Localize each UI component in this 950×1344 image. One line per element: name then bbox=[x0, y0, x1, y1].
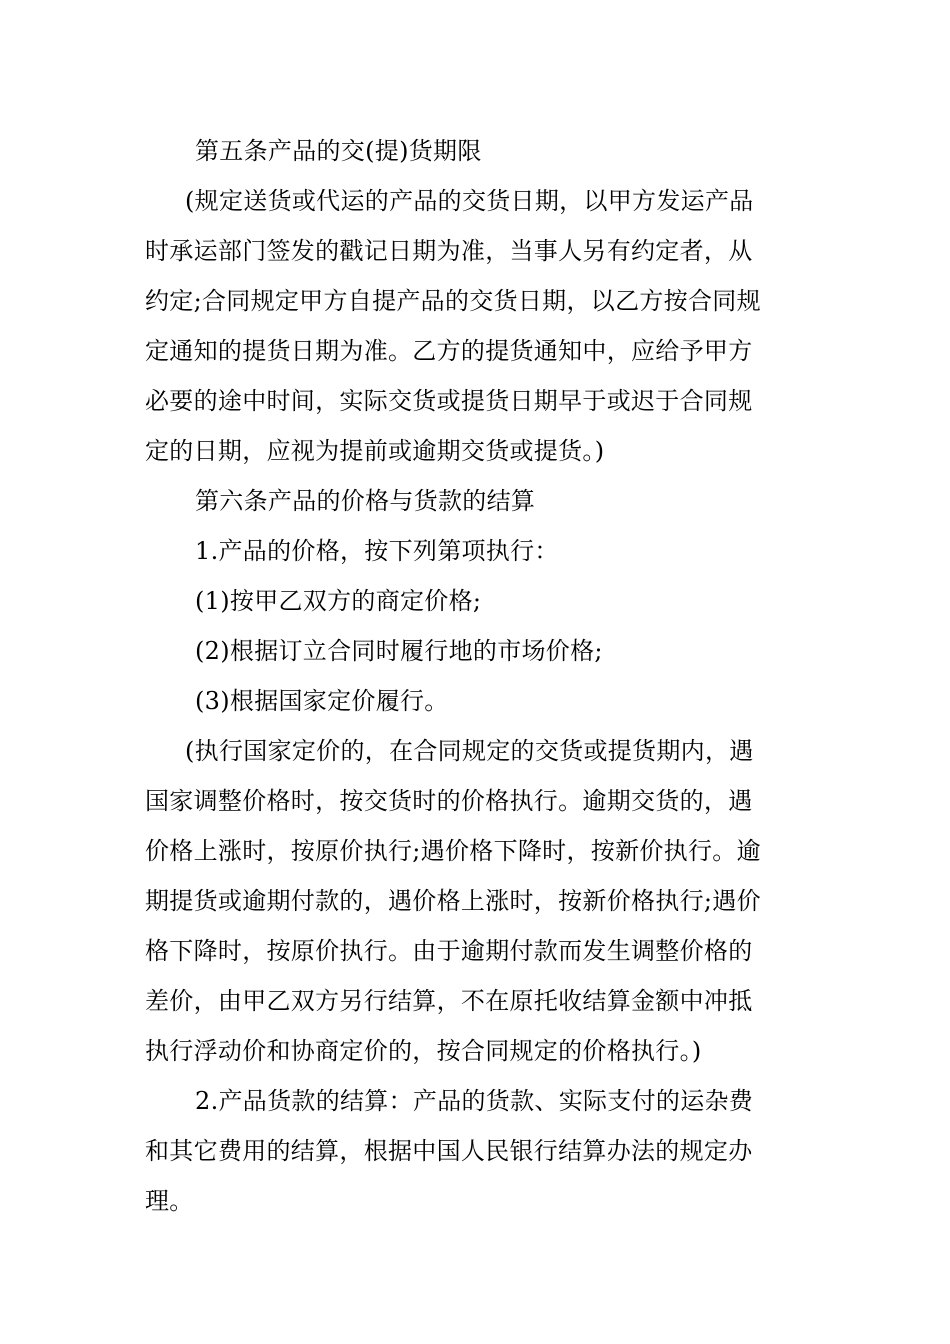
text-line: 1.产品的价格，按下列第项执行： bbox=[195, 537, 559, 565]
text-line: 必要的途中时间，实际交货或提货日期早于或迟于合同规 bbox=[145, 387, 753, 415]
text-line: 国家调整价格时，按交货时的价格执行。逾期交货的，遇 bbox=[145, 787, 753, 815]
text-line: 和其它费用的结算，根据中国人民银行结算办法的规定办 bbox=[145, 1137, 753, 1165]
article-6-price-note bbox=[145, 726, 810, 1076]
text-line: 差价，由甲乙双方另行结算，不在原托收结算金额中冲抵 bbox=[145, 987, 753, 1015]
text-line: 理。 bbox=[145, 1187, 194, 1215]
text-line: 第六条产品的价格与货款的结算 bbox=[195, 487, 536, 515]
text-line: 期提货或逾期付款的，遇价格上涨时，按新价格执行;遇价 bbox=[145, 887, 761, 915]
text-line: 定通知的提货日期为准。乙方的提货通知中，应给予甲方 bbox=[145, 337, 753, 365]
text-line: (3)根据国家定价履行。 bbox=[195, 687, 449, 715]
article-6-item-2 bbox=[145, 1076, 810, 1226]
text-line: 2.产品货款的结算：产品的货款、实际支付的运杂费 bbox=[195, 1087, 754, 1115]
text-line: (规定送货或代运的产品的交货日期，以甲方发运产品 bbox=[185, 187, 754, 215]
article-6-heading bbox=[145, 476, 810, 526]
text-line: (执行国家定价的，在合同规定的交货或提货期内，遇 bbox=[185, 737, 754, 765]
article-5-body bbox=[145, 176, 810, 476]
article-5-heading bbox=[145, 126, 810, 176]
text-line: 约定;合同规定甲方自提产品的交货日期，以乙方按合同规 bbox=[145, 287, 761, 315]
text-line: 时承运部门签发的戳记日期为准，当事人另有约定者，从 bbox=[145, 237, 753, 265]
article-6-item-1-1 bbox=[145, 576, 810, 626]
document-page bbox=[145, 126, 810, 1226]
article-6-item-1-2 bbox=[145, 626, 810, 676]
text-line: 价格上涨时，按原价执行;遇价格下降时，按新价执行。逾 bbox=[145, 837, 761, 865]
article-6-item-1 bbox=[145, 526, 810, 576]
text-line: (1)按甲乙双方的商定价格; bbox=[195, 587, 482, 615]
text-line: 第五条产品的交(提)货期限 bbox=[195, 137, 482, 165]
article-6-item-1-3 bbox=[145, 676, 810, 726]
text-line: (2)根据订立合同时履行地的市场价格; bbox=[195, 637, 603, 665]
text-line: 定的日期，应视为提前或逾期交货或提货。) bbox=[145, 437, 605, 465]
text-line: 执行浮动价和协商定价的，按合同规定的价格执行。) bbox=[145, 1037, 702, 1065]
text-line: 格下降时，按原价执行。由于逾期付款而发生调整价格的 bbox=[145, 937, 753, 965]
